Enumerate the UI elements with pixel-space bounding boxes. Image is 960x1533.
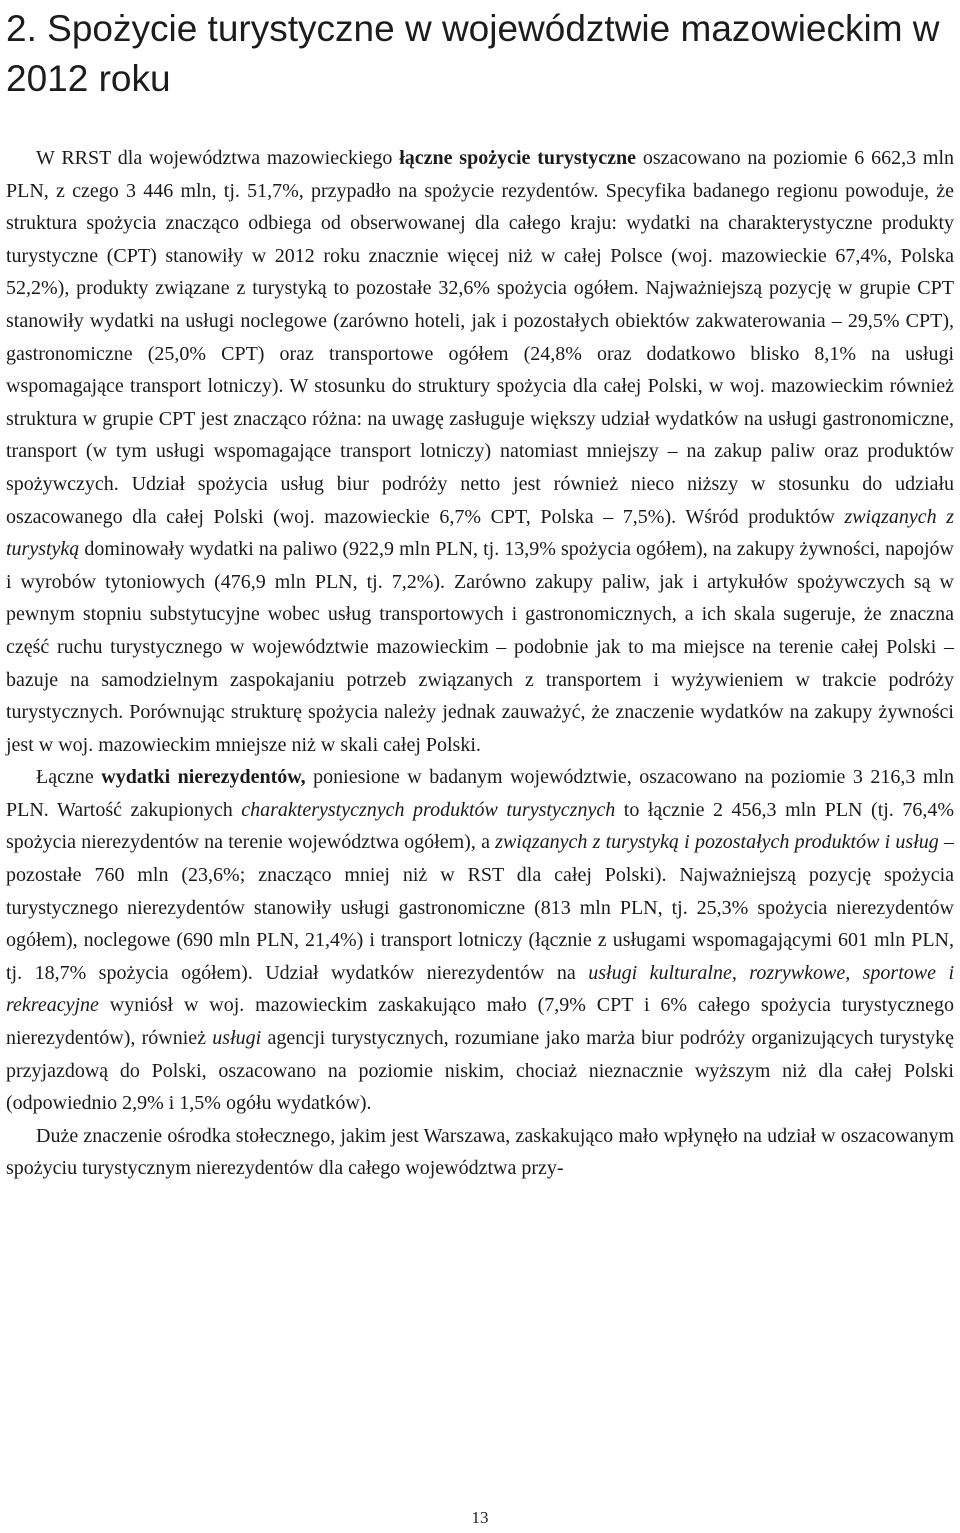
p1-text-e: dominowały wydatki na paliwo (922,9 mln PLN, tj. 13,9% spożycia ogółem), na zakupy żywności, napojów i wyrobów tytoniowych (476,9 mln PLN, tj. 7,2%). Zarówno zakupy paliw, jak i artykułów spożywczych są w pewnym stopniu substytucyjne wobec usług transportowych i gastronomicznych, a ich skala sugeruje, że znaczna część ruchu turystycznego w województwie mazowieckim – podobnie jak to ma miejsce na terenie całej Polski – bazuje na samodzielnym zaspokajaniu potrzeb związanych z transportem i wyżywieniem w trakcie podróży turystycznych. Porównując strukturę spożycia należy jednak zauważyć, że znaczenie wydatków na zakupy żywności jest w woj. mazowieckim mniejsze niż w skali całej Polski. [6, 538, 954, 756]
paragraph-warsaw: Duże znaczenie ośrodka stołecznego, jakim jest Warszawa, zaskakująco mało wpłynęło na udział w oszacowanym spożyciu turystycznym nierezydentów dla całego województwa przy- [6, 1124, 954, 1180]
p1-italic-term: związanych z turystyką [6, 505, 955, 561]
p2-bold-term: wydatki nierezydentów, [101, 766, 306, 789]
page-number: 13 [471, 1508, 489, 1527]
paragraph-residents [6, 142, 954, 761]
p1-bold-term: łączne spożycie turystyczne [399, 147, 637, 169]
paragraph-nonresidents [6, 761, 954, 1120]
p1-text-a: W RRST dla województwa mazowieckiego [36, 147, 400, 169]
p2-text-k: agencji turystycznych, rozumiane jako marża biur podróży organizujących turystykę przyjazdową do Polski, oszacowano na poziomie niskim, chociaż nieznacznie wyższym niż dla całej Polski (odpowiednio 2,9% i 1,5% ogółu wydatków). [6, 1027, 954, 1115]
p2-text-c: poniesione w badanym województwie, oszacowano na poziomie 3 216,3 mln PLN. Wartość zakupionych [6, 766, 954, 821]
section-heading: 2. Spożycie turystyczne w województwie mazowieckim w 2012 roku [6, 8, 940, 99]
p2-italic-services: usługi kulturalne, rozrywkowe, sportowe i rekreacyjne [6, 961, 954, 1017]
body-text [6, 142, 954, 1185]
p2-text-a: Łączne [36, 766, 102, 789]
p2-text-g: – pozostałe 760 mln (23,6%; znacząco mniej niż w RST dla całej Polski). Najważniejszą pozycję spożycia turystycznego nierezydentów stanowiły usługi gastronomiczne (813 mln PLN, tj. 25,3% spożycia nierezydentów ogółem), noclegowe (690 mln PLN, 21,4%) i transport lotniczy (łącznie z usługami wspomagającymi 601 mln PLN, tj. 18,7% spożycia ogółem). Udział wydatków nierezydentów na [6, 831, 955, 984]
p2-text-e: to łącznie 2 456,3 mln PLN (tj. 76,4% spożycia nierezydentów na terenie województwa ogółem), a [6, 798, 954, 854]
p2-italic-cpt: charakterystycznych produktów turystycznych [241, 798, 616, 821]
p2-italic-uslugi: usługi [212, 1027, 262, 1050]
p1-text-c: oszacowano na poziomie 6 662,3 mln PLN, z czego 3 446 mln, tj. 51,7%, przypadło na spożycie rezydentów. Specyfika badanego regionu powoduje, że struktura spożycia znacząco odbiega od obserwowanej dla całego kraju: wydatki na charakterystyczne produkty turystyczne (CPT) stanowiły w 2012 roku znacznie więcej niż w całej Polsce (woj. mazowieckie 67,4%, Polska 52,2%), produkty związane z turystyką to pozostałe 32,6% spożycia ogółem. Najważniejszą pozycję w grupie CPT stanowiły wydatki na usługi noclegowe (zarówno hoteli, jak i pozostałych obiektów zakwaterowania – 29,5% CPT), gastronomiczne (25,0% CPT) oraz transportowe ogółem (24,8% oraz dodatkowo blisko 8,1% na usługi wspomagające transport lotniczy). W stosunku do struktury spożycia dla całej Polski, w woj. mazowieckim również struktura w grupie CPT jest znacząco różna: na uwagę zasługuje większy udział wydatków na usługi gastronomiczne, transport (w tym usługi wspomagające transport lotniczy) natomiast mniejszy – na zakup paliw oraz produktów spożywczych. Udział spożycia usług biur podróży netto jest również nieco niższy w stosunku do udziału oszacowanego dla całej Polski (woj. mazowieckie 6,7% CPT, Polska – 7,5%). Wśród produktów [6, 147, 955, 528]
p2-text-i: wyniósł w woj. mazowieckim zaskakująco mało (7,9% CPT i 6% całego spożycia turystycznego nierezydentów), również [6, 994, 954, 1050]
p2-italic-related: związanych z turystyką i pozostałych produktów i usług [495, 831, 939, 854]
